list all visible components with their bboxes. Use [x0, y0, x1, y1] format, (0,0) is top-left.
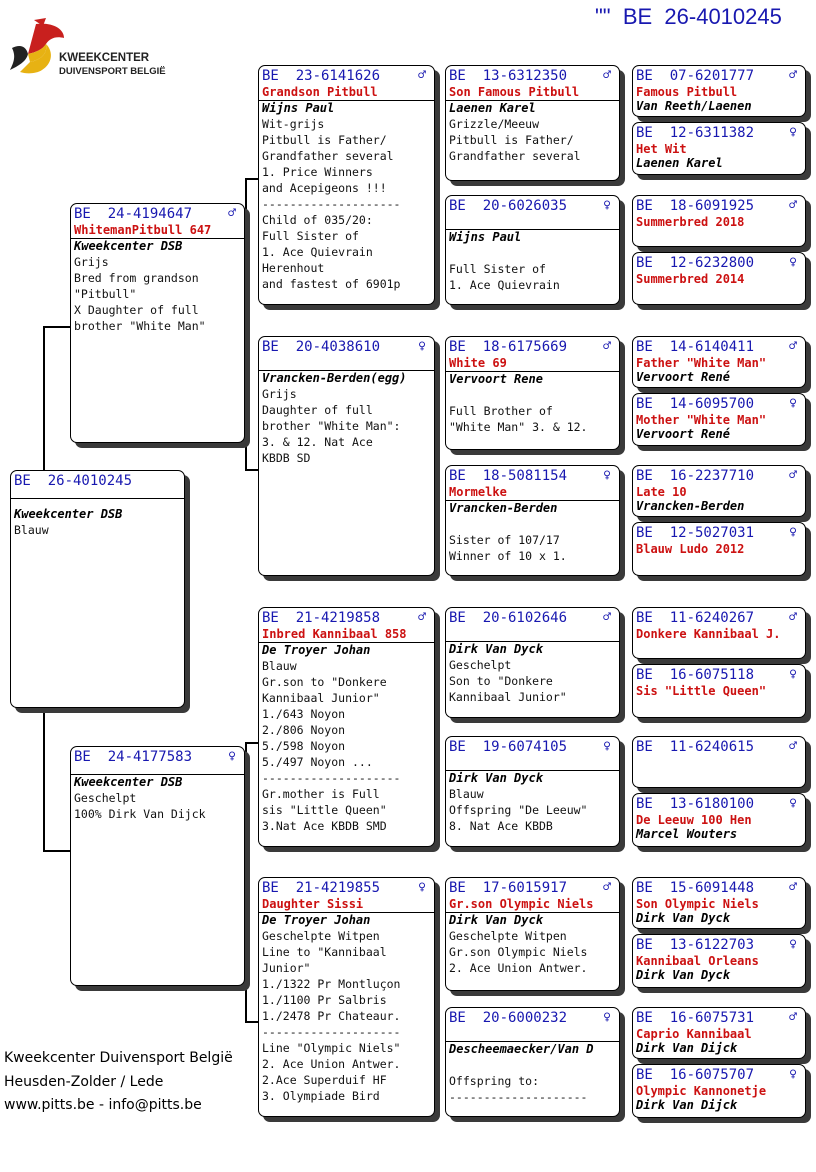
info-line: 2./806 Noyon: [262, 723, 346, 737]
pigeon-card-g4[interactable]: [632, 252, 806, 305]
info-line: 2. Ace Union Antwer.: [449, 961, 588, 975]
info-line: brother "White Man":: [262, 419, 401, 433]
ring-number: BE 19-6074105 ♀: [449, 739, 611, 755]
connector-line: [43, 850, 71, 852]
breeder: Vervoort René: [636, 427, 730, 441]
male-icon: ♂: [789, 739, 797, 754]
info-line: Pitbull is Father/: [449, 133, 574, 147]
female-icon: ♀: [789, 125, 797, 140]
pigeon-card-g8[interactable]: [632, 522, 806, 576]
info-line: Grizzle/Meeuw: [449, 117, 540, 131]
footer-location: Heusden-Zolder / Lede: [4, 1074, 164, 1090]
info-line: Grandfather several: [449, 149, 581, 163]
connector-line: [245, 178, 247, 470]
pigeon-name: Het Wit: [636, 142, 687, 156]
breeder: Vrancken-Berden: [449, 501, 558, 515]
ring-number: BE 14-6140411 ♂: [636, 339, 797, 355]
info-line: Geschelpte Witpen: [449, 929, 567, 943]
pigeon-name: Summerbred 2018: [636, 215, 745, 229]
breeder: Dirk Van Dijck: [636, 1041, 738, 1055]
info-line: sis "Little Queen": [262, 803, 387, 817]
pigeon-card-g9[interactable]: [632, 607, 806, 659]
info-line: Kannibaal Junior": [262, 691, 380, 705]
pigeon-card-g7[interactable]: [632, 465, 806, 517]
male-icon: ♂: [603, 880, 611, 895]
female-icon: ♀: [789, 667, 797, 682]
ring-number: BE 12-6311382 ♀: [636, 125, 797, 141]
info-line: 1. Ace Quievrain: [262, 245, 373, 259]
connector-line: [436, 122, 438, 267]
pigeon-name: Late 10: [636, 485, 687, 499]
ring-number: BE 18-6175669 ♂: [449, 339, 611, 355]
pigeon-card-g15[interactable]: [632, 1007, 806, 1059]
pigeon-name: Kannibaal Orleans: [636, 954, 759, 968]
info-line: 5./598 Noyon: [262, 739, 346, 753]
pigeon-card-g14[interactable]: [632, 934, 806, 988]
female-icon: ♀: [789, 255, 797, 270]
ring-number: BE 23-6141626 ♂: [262, 68, 426, 84]
ring-number: BE 20-6102646 ♂: [449, 610, 611, 626]
pigeon-card-g13[interactable]: [632, 877, 806, 929]
pigeon-logo-icon: [6, 14, 66, 80]
info-line: 2.Ace Superduif HF: [262, 1073, 387, 1087]
connector-line: [245, 1021, 259, 1023]
female-icon: ♀: [789, 525, 797, 540]
pigeon-name: Caprio Kannibaal: [636, 1027, 752, 1041]
info-line: Wit-grijs: [262, 117, 325, 131]
pigeon-name: Father "White Man": [636, 356, 767, 370]
info-line: 1. Price Winners: [262, 165, 373, 179]
info-line: Kannibaal Junior": [449, 690, 567, 704]
ring-number: BE 16-2237710 ♂: [636, 468, 797, 484]
pigeon-name: Mormelke: [449, 485, 507, 499]
pigeon-card-dds[interactable]: [445, 877, 620, 991]
female-icon: ♀: [603, 1010, 611, 1025]
female-icon: ♀: [789, 1067, 797, 1082]
info-line: Line "Olympic Niels": [262, 1041, 401, 1055]
pigeon-card-ds[interactable]: [258, 607, 435, 847]
pigeon-name: White 69: [449, 356, 507, 370]
info-line: 2. Ace Union Antwer.: [262, 1057, 401, 1071]
pigeon-name: Blauw Ludo 2012: [636, 542, 745, 556]
info-line: Herenhout: [262, 261, 325, 275]
info-line: Full Brother of: [449, 404, 553, 418]
info-line: Blauw: [14, 523, 49, 537]
info-line: Child of 035/20:: [262, 213, 373, 227]
pigeon-name: Famous Pitbull: [636, 85, 738, 99]
pigeon-card-sire[interactable]: [70, 203, 245, 443]
ring-number: BE 12-5027031 ♀: [636, 525, 797, 541]
info-line: Bred from grandson: [74, 271, 199, 285]
info-line: Geschelpt: [74, 791, 137, 805]
info-line: --------------------: [262, 197, 401, 211]
ring-number: BE 18-6091925 ♂: [636, 198, 797, 214]
footer-org-name: Kweekcenter Duivensport België: [4, 1050, 233, 1066]
pigeon-card-g10[interactable]: [632, 664, 806, 718]
pigeon-card-ssd[interactable]: [445, 195, 620, 305]
male-icon: ♂: [603, 339, 611, 354]
male-icon: ♂: [789, 1010, 797, 1025]
info-line: --------------------: [449, 1090, 588, 1104]
info-line: Grijs: [262, 387, 297, 401]
female-icon: ♀: [603, 739, 611, 754]
info-line: 1. Ace Quievrain: [449, 278, 560, 292]
pigeon-card-dss[interactable]: [445, 607, 620, 718]
ring-number: BE 20-6026035 ♀: [449, 198, 611, 214]
breeder: Van Reeth/Laenen: [636, 99, 752, 113]
logo: [6, 14, 186, 84]
breeder: Kweekcenter DSB: [74, 239, 183, 253]
ring-number: BE 17-6015917 ♂: [449, 880, 611, 896]
female-icon: ♀: [603, 468, 611, 483]
female-icon: ♀: [603, 198, 611, 213]
ring-number: BE 13-6122703 ♀: [636, 937, 797, 953]
male-icon: ♂: [418, 68, 426, 83]
male-icon: ♂: [228, 206, 236, 221]
male-icon: ♂: [789, 880, 797, 895]
pigeon-name: WhitemanPitbull 647: [74, 223, 212, 237]
female-icon: ♀: [789, 396, 797, 411]
pigeon-card-g16[interactable]: [632, 1064, 806, 1118]
female-icon: ♀: [789, 796, 797, 811]
pigeon-card-g11[interactable]: [632, 736, 806, 788]
ring-number: BE 14-6095700 ♀: [636, 396, 797, 412]
info-line: and Acepigeons !!!: [262, 181, 387, 195]
connector-line: [436, 662, 438, 790]
ring-number: BE 24-4177583 ♀: [74, 749, 236, 765]
ring-number: BE 15-6091448 ♂: [636, 880, 797, 896]
ring-number: BE 20-4038610 ♀: [262, 339, 426, 355]
male-icon: ♂: [789, 68, 797, 83]
info-line: Gr.son Olympic Niels: [449, 945, 588, 959]
pigeon-name: Gr.son Olympic Niels: [449, 897, 594, 911]
ring-number: BE 16-6075731 ♂: [636, 1010, 797, 1026]
logo-title: KWEEKCENTER: [59, 52, 150, 64]
info-line: "Pitbull": [74, 287, 137, 301]
info-line: Offspring "De Leeuw": [449, 803, 588, 817]
pigeon-name: Sis "Little Queen": [636, 684, 767, 698]
ring-number: BE 21-4219858 ♂: [262, 610, 426, 626]
pigeon-card-g3[interactable]: [632, 195, 806, 247]
info-line: Offspring to:: [449, 1074, 540, 1088]
pigeon-name: Son Famous Pitbull: [449, 85, 580, 99]
info-line: brother "White Man": [74, 319, 206, 333]
pigeon-name: Son Olympic Niels: [636, 897, 759, 911]
info-line: Blauw: [449, 787, 484, 801]
pigeon-card-dam[interactable]: [70, 746, 245, 986]
male-icon: ♂: [603, 610, 611, 625]
breeder: Dirk Van Dyck: [449, 771, 543, 785]
pigeon-card-root[interactable]: [10, 470, 185, 708]
ring-number: BE 12-6232800 ♀: [636, 255, 797, 271]
breeder: Laenen Karel: [636, 156, 723, 170]
male-icon: ♂: [603, 68, 611, 83]
footer-contact-link[interactable]: www.pitts.be - info@pitts.be: [4, 1097, 202, 1113]
pigeon-card-ddd[interactable]: [445, 1007, 620, 1117]
pigeon-card-sdd[interactable]: [445, 465, 620, 576]
info-line: Grijs: [74, 255, 109, 269]
breeder: Vervoort René: [636, 370, 730, 384]
pigeon-name: Donkere Kannibaal J.: [636, 627, 781, 641]
connector-line: [436, 392, 438, 524]
ring-number: BE 16-6075707 ♀: [636, 1067, 797, 1083]
info-line: 8. Nat Ace KBDB: [449, 819, 553, 833]
info-line: 1./1322 Pr Montluçon: [262, 977, 401, 991]
connector-line: [245, 742, 259, 744]
pigeon-card-sd[interactable]: [258, 336, 435, 576]
info-line: Full Sister of: [262, 229, 359, 243]
info-line: 3.Nat Ace KBDB SMD: [262, 819, 387, 833]
breeder: Wijns Paul: [449, 230, 522, 244]
ring-number: BE 13-6312350 ♂: [449, 68, 611, 84]
info-line: KBDB SD: [262, 451, 311, 465]
ring-number: BE 11-6240615 ♂: [636, 739, 797, 755]
ring-number: BE 13-6180100 ♀: [636, 796, 797, 812]
pigeon-card-g2[interactable]: [632, 122, 806, 175]
breeder: De Troyer Johan: [262, 913, 371, 927]
ring-number: BE 16-6075118 ♀: [636, 667, 797, 683]
info-line: Sister of 107/17: [449, 533, 560, 547]
connector-line: [245, 469, 259, 471]
info-line: Full Sister of: [449, 262, 546, 276]
logo-subtitle: DUIVENSPORT BELGIË: [59, 66, 166, 77]
breeder: Dirk Van Dyck: [636, 968, 730, 982]
pigeon-card-dd[interactable]: [258, 877, 435, 1117]
female-icon: ♀: [418, 880, 426, 895]
female-icon: ♀: [228, 749, 236, 764]
pigeon-name: Grandson Pitbull: [262, 85, 378, 99]
female-icon: ♀: [789, 937, 797, 952]
info-line: --------------------: [262, 1025, 401, 1039]
info-line: 100% Dirk Van Dijck: [74, 807, 206, 821]
info-line: Geschelpte Witpen: [262, 929, 380, 943]
info-line: 5./497 Noyon ...: [262, 755, 373, 769]
male-icon: ♂: [789, 339, 797, 354]
pigeon-name: Daughter Sissi: [262, 897, 364, 911]
info-line: and fastest of 6901p: [262, 277, 401, 291]
ring-number: BE 24-4194647 ♂: [74, 206, 236, 222]
connector-line: [245, 742, 247, 1022]
info-line: 1./2478 Pr Chateaur.: [262, 1009, 401, 1023]
info-line: 3. & 12. Nat Ace: [262, 435, 373, 449]
pigeon-name: Olympic Kannonetje: [636, 1084, 767, 1098]
breeder: Vervoort Rene: [449, 372, 543, 386]
pigeon-card-g1[interactable]: [632, 65, 806, 117]
info-line: Pitbull is Father/: [262, 133, 387, 147]
breeder: Dirk Van Dyck: [449, 642, 543, 656]
ring-number: BE 18-5081154 ♀: [449, 468, 611, 484]
pigeon-name: De Leeuw 100 Hen: [636, 813, 752, 827]
pigeon-card-sds[interactable]: [445, 336, 620, 450]
info-line: Grandfather several: [262, 149, 394, 163]
pigeon-card-sss[interactable]: [445, 65, 620, 181]
breeder: Kweekcenter DSB: [14, 507, 123, 521]
connector-line: [43, 326, 71, 328]
breeder: Vrancken-Berden: [636, 499, 745, 513]
info-line: --------------------: [262, 771, 401, 785]
breeder: Marcel Wouters: [636, 827, 738, 841]
ring-number: BE 20-6000232 ♀: [449, 1010, 611, 1026]
pigeon-card-dsd[interactable]: [445, 736, 620, 847]
male-icon: ♂: [789, 610, 797, 625]
pigeon-card-g5[interactable]: [632, 336, 806, 388]
breeder: Dirk Van Dyck: [449, 913, 543, 927]
connector-line: [245, 178, 259, 180]
info-line: Daughter of full: [262, 403, 373, 417]
info-line: Son to "Donkere: [449, 674, 553, 688]
breeder: Kweekcenter DSB: [74, 775, 183, 789]
ring-number: BE 07-6201777 ♂: [636, 68, 797, 84]
info-line: Gr.mother is Full: [262, 787, 380, 801]
ring-number: BE 26-4010245: [14, 473, 133, 489]
male-icon: ♂: [789, 198, 797, 213]
pigeon-name: Summerbred 2014: [636, 272, 745, 286]
info-line: X Daughter of full: [74, 303, 199, 317]
info-line: 3. Olympiade Bird: [262, 1089, 380, 1103]
breeder: Wijns Paul: [262, 101, 335, 115]
header-ring-number: "" BE 26-4010245: [595, 4, 782, 29]
pigeon-name: Inbred Kannibaal 858: [262, 627, 407, 641]
male-icon: ♂: [789, 468, 797, 483]
pigeon-name: Mother "White Man": [636, 413, 767, 427]
info-line: Geschelpt: [449, 658, 512, 672]
info-line: Blauw: [262, 659, 297, 673]
ring-number: BE 21-4219855 ♀: [262, 880, 426, 896]
info-line: Gr.son to "Donkere: [262, 675, 387, 689]
pigeon-card-ss[interactable]: [258, 65, 435, 305]
info-line: Line to "Kannibaal: [262, 945, 387, 959]
pigeon-card-g6[interactable]: [632, 393, 806, 446]
breeder: Dirk Van Dyck: [636, 911, 730, 925]
breeder: Dirk Van Dijck: [636, 1098, 738, 1112]
info-line: 1./643 Noyon: [262, 707, 346, 721]
female-icon: ♀: [418, 339, 426, 354]
info-line: "White Man" 3. & 12.: [449, 420, 588, 434]
ring-number: BE 11-6240267 ♂: [636, 610, 797, 626]
breeder: Vrancken-Berden(egg): [262, 371, 407, 385]
breeder: Laenen Karel: [449, 101, 536, 115]
breeder: De Troyer Johan: [262, 643, 371, 657]
pigeon-card-g12[interactable]: [632, 793, 806, 847]
info-line: Winner of 10 x 1.: [449, 549, 567, 563]
breeder: Descheemaecker/Van D: [449, 1042, 594, 1056]
connector-line: [436, 934, 438, 1062]
info-line: 1./1100 Pr Salbris: [262, 993, 387, 1007]
male-icon: ♂: [418, 610, 426, 625]
info-line: Junior": [262, 961, 311, 975]
